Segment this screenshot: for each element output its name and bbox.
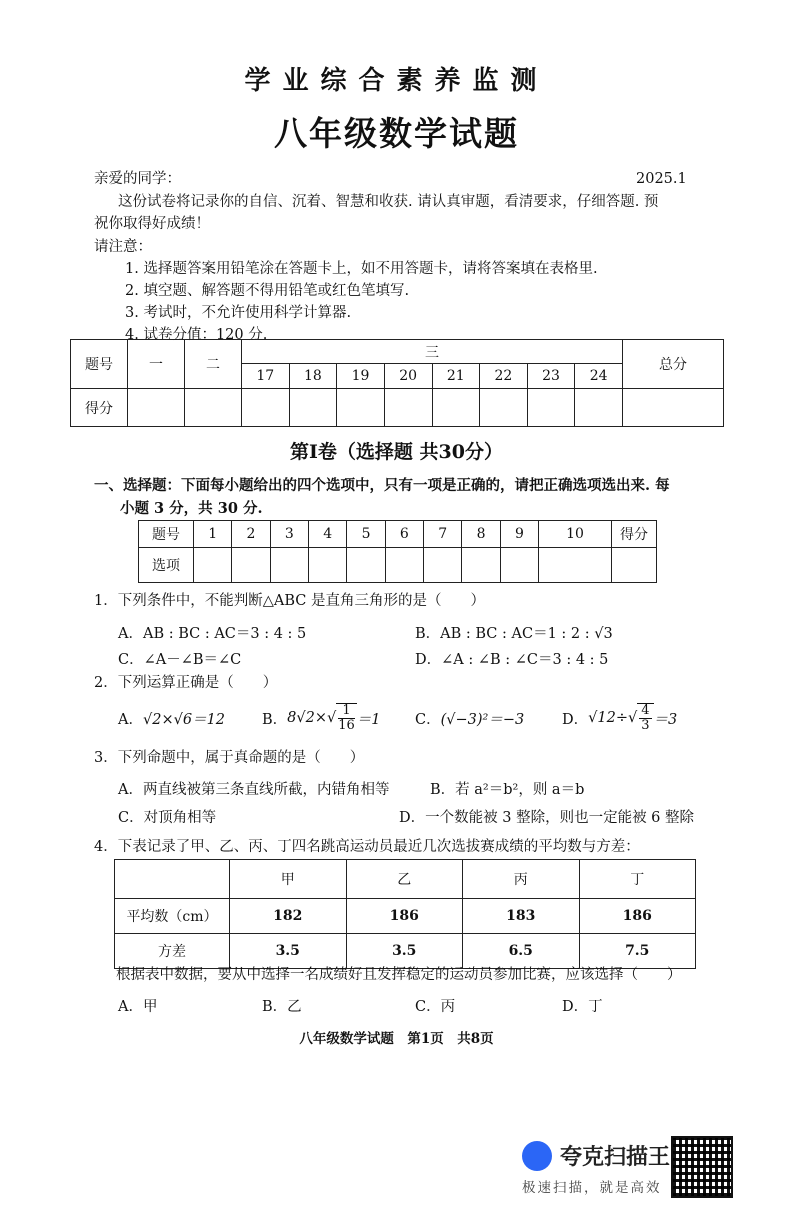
score-table-part1: 一 (128, 340, 185, 389)
answer-table-number: 5 (347, 521, 385, 548)
q2-d-post: ＝3 (653, 711, 678, 728)
q4-option-a: A．甲 (118, 999, 158, 1015)
notice-title: 请注意： (94, 239, 152, 255)
answer-cell[interactable] (385, 548, 423, 583)
q4-question: 根据表中数据，要从中选择一名成绩好且发挥稳定的运动员参加比赛，应该选择（ ） (116, 967, 682, 983)
mc-intro-line-1: 一、选择题：下面每小题给出的四个选项中，只有一项是正确的，请把正确选项选出来. 每 (94, 477, 670, 494)
stats-cell: 3.5 (230, 934, 347, 969)
answer-cell[interactable] (232, 548, 270, 583)
stats-cell: 183 (463, 899, 580, 934)
score-table-item: 19 (337, 364, 385, 389)
score-table (70, 339, 724, 427)
q1-option-b: B．AB : BC : AC＝1 : 2 : √3 (415, 626, 613, 642)
q2-option-a (118, 708, 225, 729)
score-cell[interactable] (185, 389, 242, 427)
score-cell[interactable] (432, 389, 480, 427)
answer-table-number: 6 (385, 521, 423, 548)
q2-a-expr: √2×√6＝12 (142, 712, 226, 728)
q4-option-c: C．丙 (415, 999, 456, 1015)
answer-cell[interactable] (347, 548, 385, 583)
q1-stem: 1．下列条件中，不能判断△ABC 是直角三角形的是（ ） (94, 593, 485, 609)
score-table-label-no: 题号 (71, 340, 128, 389)
score-table-label-score: 得分 (71, 389, 128, 427)
answer-cell[interactable] (270, 548, 308, 583)
qr-code-icon (671, 1136, 733, 1198)
score-table-part3: 三 (242, 340, 623, 364)
q1-option-a: A．AB : BC : AC＝3 : 4 : 5 (118, 626, 307, 642)
answer-table-label-opt: 选项 (139, 548, 194, 583)
scanner-logo-icon (522, 1141, 552, 1171)
q2-c-label: C． (415, 712, 441, 728)
page-footer: 八年级数学试题 第1页 共8页 (299, 1031, 494, 1047)
answer-table-number: 1 (194, 521, 232, 548)
exam-date: 2025.1 (636, 171, 687, 187)
answer-score-cell[interactable] (612, 548, 657, 583)
stats-table-corner (115, 860, 230, 899)
notice-item: 4. 试卷分值：120 分. (125, 327, 268, 343)
q2-b-fraction: $\frac{1}{16}$ (338, 703, 355, 733)
answer-cell[interactable] (462, 548, 500, 583)
exam-title: 八年级数学试题 (274, 114, 519, 153)
q2-c-expr: (√−3)²＝−3 (440, 712, 525, 728)
q2-option-b: B． 8√2× √ $\frac{1}{16}$ ＝1 (262, 703, 381, 733)
score-table-item: 23 (527, 364, 575, 389)
score-cell[interactable] (527, 389, 575, 427)
q2-b-post: ＝1 (356, 711, 381, 728)
q1-option-c: C．∠A－∠B＝∠C (118, 652, 242, 668)
answer-cell[interactable] (424, 548, 462, 583)
notice-item: 3. 考试时，不允许使用科学计算器. (125, 305, 352, 321)
stats-cell: 6.5 (463, 934, 580, 969)
answer-cell[interactable] (309, 548, 347, 583)
score-cell[interactable] (480, 389, 528, 427)
answer-table-number: 7 (424, 521, 462, 548)
answer-table-label-score: 得分 (612, 521, 657, 548)
score-table-item: 22 (480, 364, 528, 389)
q2-d-label: D． (562, 711, 589, 728)
answer-table-label-no: 题号 (139, 521, 194, 548)
scanner-slogan: 极速扫描，就是高效 (522, 1180, 662, 1196)
scanner-brand-name: 夸克扫描王 (560, 1145, 671, 1170)
stats-cell: 182 (230, 899, 347, 934)
q2-b-pre: 8√2× (287, 710, 327, 726)
score-cell[interactable] (289, 389, 337, 427)
score-table-part2: 二 (185, 340, 242, 389)
stats-header: 丁 (579, 860, 696, 899)
stats-cell: 186 (579, 899, 696, 934)
q4-stem: 4．下表记录了甲、乙、丙、丁四名跳高运动员最近几次选拔赛成绩的平均数与方差： (94, 839, 640, 855)
q3-stem: 3．下列命题中，属于真命题的是（ ） (94, 750, 365, 766)
q3-option-b: B．若 a²＝b²，则 a＝b (430, 782, 585, 798)
section-title: 第Ⅰ卷（选择题 共30分） (290, 441, 503, 463)
score-table-item: 17 (242, 364, 290, 389)
score-cell[interactable] (337, 389, 385, 427)
notice-item: 2. 填空题、解答题不得用铅笔或红色笔填写. (125, 283, 410, 299)
score-cell-total[interactable] (623, 389, 724, 427)
answer-cell[interactable] (500, 548, 538, 583)
q2-d-fraction: $\frac{4}{3}$ (637, 703, 653, 733)
q3-option-c: C．对顶角相等 (118, 810, 217, 826)
q2-b-label: B． (262, 711, 288, 728)
stats-row-label-variance: 方差 (115, 934, 230, 969)
score-cell[interactable] (128, 389, 185, 427)
q2-option-c (415, 708, 524, 729)
answer-cell[interactable] (194, 548, 232, 583)
answer-table (138, 520, 657, 583)
q3-option-d: D．一个数能被 3 整除，则也一定能被 6 整除 (399, 810, 695, 826)
stats-cell: 7.5 (579, 934, 696, 969)
stats-header: 丙 (463, 860, 580, 899)
stats-cell: 3.5 (346, 934, 463, 969)
score-cell[interactable] (575, 389, 623, 427)
q4-option-b: B．乙 (262, 999, 302, 1015)
score-cell[interactable] (384, 389, 432, 427)
scanner-brand (522, 1140, 670, 1171)
greeting: 亲爱的同学： (94, 171, 181, 187)
q4-option-d: D．丁 (562, 999, 603, 1015)
answer-cell[interactable] (539, 548, 612, 583)
stats-table (114, 859, 696, 969)
score-table-item: 21 (432, 364, 480, 389)
score-table-item: 24 (575, 364, 623, 389)
stats-cell: 186 (346, 899, 463, 934)
notice-item: 1. 选择题答案用铅笔涂在答题卡上，如不用答题卡，请将答案填在表格里. (125, 261, 598, 277)
answer-table-number: 3 (270, 521, 308, 548)
q2-d-pre: √12÷ (588, 710, 628, 726)
mc-intro-line-2: 小题 3 分，共 30 分. (120, 500, 263, 517)
q2-stem: 2．下列运算正确是（ ） (94, 675, 278, 691)
score-table-total: 总分 (623, 340, 724, 389)
q1-option-d: D．∠A : ∠B : ∠C＝3 : 4 : 5 (415, 652, 609, 668)
stats-row-label-mean: 平均数（cm） (115, 899, 230, 934)
answer-table-number: 2 (232, 521, 270, 548)
intro-line-1: 这份试卷将记录你的自信、沉着、智慧和收获. 请认真审题，看清要求，仔细答题. 预 (118, 194, 659, 210)
stats-header: 甲 (230, 860, 347, 899)
score-table-item: 20 (384, 364, 432, 389)
stats-header: 乙 (346, 860, 463, 899)
q2-option-d: D． √12÷ √ $\frac{4}{3}$ ＝3 (562, 703, 678, 733)
answer-table-number: 8 (462, 521, 500, 548)
answer-table-number: 10 (539, 521, 612, 548)
answer-table-number: 9 (500, 521, 538, 548)
q2-a-label: A． (118, 712, 143, 728)
intro-line-2: 祝你取得好成绩！ (94, 216, 210, 232)
score-cell[interactable] (242, 389, 290, 427)
answer-table-number: 4 (309, 521, 347, 548)
score-table-item: 18 (289, 364, 337, 389)
q3-option-a: A．两直线被第三条直线所截，内错角相等 (118, 782, 390, 798)
exam-supertitle: 学业综合素养监测 (244, 66, 549, 96)
